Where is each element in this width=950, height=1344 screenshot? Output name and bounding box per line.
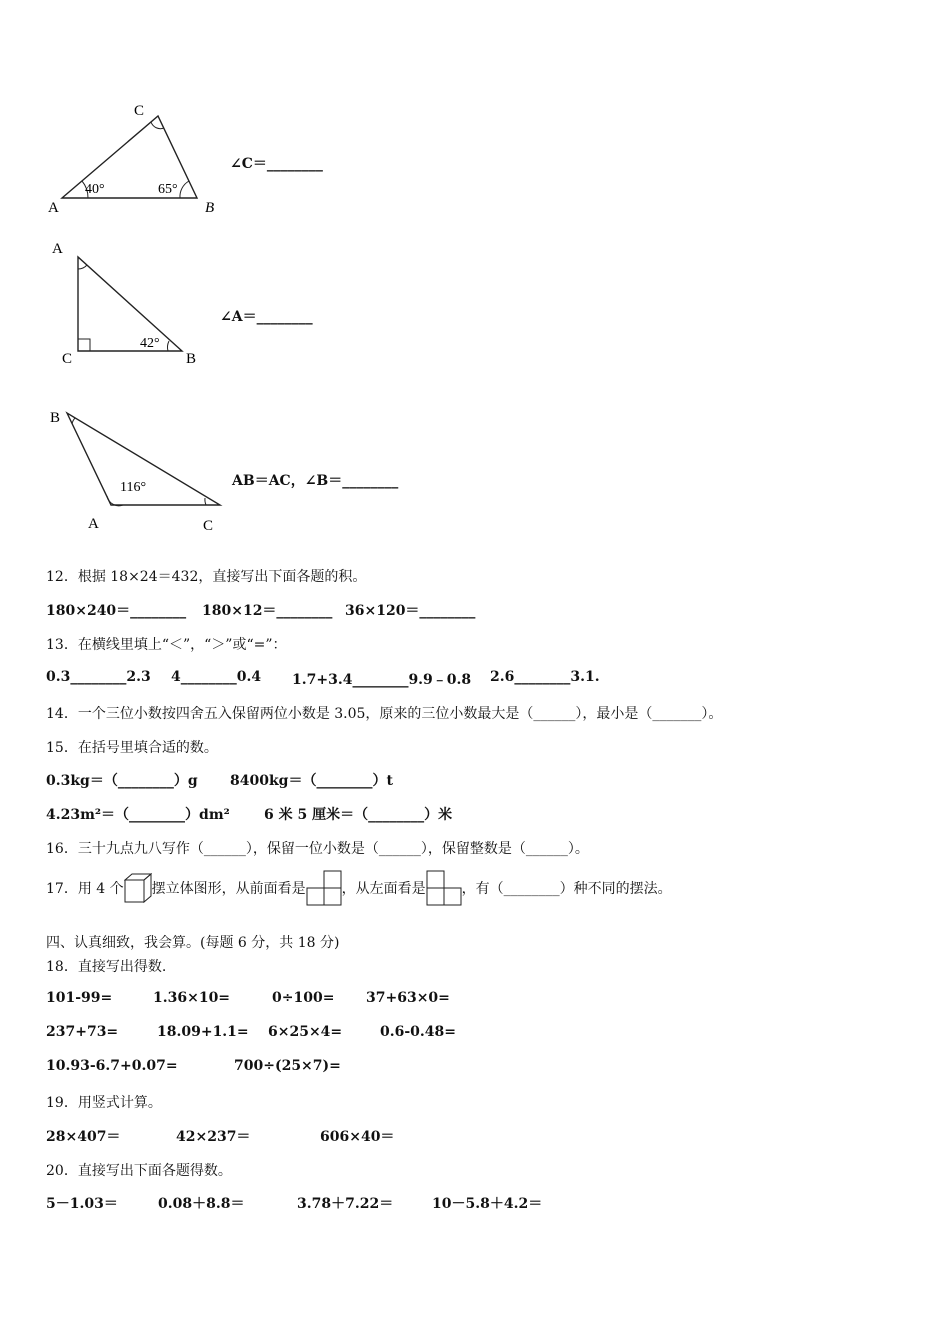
vertex-label-b: B — [50, 410, 61, 426]
q15-item: 8400kg＝（________）t — [230, 773, 393, 789]
q13-item: 4________0.4 — [171, 669, 262, 685]
q17-text-2: 摆立体图形，从前面看是 — [151, 881, 306, 897]
question-16-title: 16．三十九点九八写作（______），保留一位小数是（______），保留整数是（______）。 — [46, 841, 589, 857]
q19-item: 606×40＝ — [320, 1129, 395, 1145]
question-20-title: 20．直接写出下面各题得数。 — [46, 1163, 232, 1179]
triangle-1-question: ∠C＝________ — [230, 156, 323, 172]
triangle-figure-3 — [45, 400, 235, 535]
q13-item: 2.6________3.1. — [490, 669, 600, 685]
q15-item: 6 米 5 厘米＝（________）米 — [264, 807, 453, 823]
angle-b-label: 65° — [158, 182, 178, 197]
vertex-label-b: B — [205, 200, 215, 216]
q20-item: 0.08＋8.8＝ — [158, 1196, 245, 1212]
question-14-title: 14．一个三位小数按四舍五入保留两位小数是 3.05，原来的三位小数最大是（______），最小是（_______）。 — [46, 706, 723, 722]
cube-icon — [124, 872, 152, 904]
q18-item: 0÷100= — [272, 990, 335, 1006]
angle-b-label: 42° — [140, 336, 160, 351]
q12-item: 180×240＝________ — [46, 603, 187, 619]
q18-item: 10.93-6.7+0.07= — [46, 1058, 178, 1074]
front-view-icon — [306, 870, 342, 906]
q18-item: 6×25×4= — [268, 1024, 343, 1040]
q18-item: 700÷(25×7)= — [234, 1058, 341, 1074]
triangle-figure-1 — [40, 95, 230, 220]
q13-item: 1.7+3.4________9.9﹣0.8 — [292, 672, 472, 688]
triangle-2-question: ∠A＝________ — [220, 309, 313, 325]
q19-item: 42×237＝ — [176, 1129, 251, 1145]
vertex-label-a: A — [48, 200, 59, 216]
q15-item: 0.3kg＝（________）g — [46, 773, 198, 789]
q18-item: 101-99= — [46, 990, 113, 1006]
left-view-icon — [426, 870, 462, 906]
question-15-title: 15．在括号里填合适的数。 — [46, 740, 218, 756]
question-13-title: 13．在横线里填上“＜”，“＞”或“=”： — [46, 637, 287, 653]
q12-item: 180×12＝________ — [202, 603, 333, 619]
q20-item: 5－1.03＝ — [46, 1196, 118, 1212]
q18-item: 1.36×10= — [153, 990, 231, 1006]
question-19-title: 19．用竖式计算。 — [46, 1095, 162, 1111]
q15-item: 4.23m²＝（________）dm² — [46, 807, 230, 823]
q13-item: 0.3________2.3 — [46, 669, 151, 685]
vertex-label-c: C — [203, 518, 214, 534]
q18-item: 18.09+1.1= — [157, 1024, 249, 1040]
vertex-label-a: A — [88, 516, 99, 532]
q18-item: 0.6-0.48= — [380, 1024, 456, 1040]
q18-item: 237+73= — [46, 1024, 119, 1040]
angle-a-label: 40° — [85, 182, 105, 197]
q18-item: 37+63×0= — [366, 990, 450, 1006]
angle-a-label: 116° — [120, 480, 147, 495]
triangle-figure-2 — [45, 235, 215, 370]
section-4-title: 四、认真细致，我会算。(每题 6 分，共 18 分) — [46, 935, 340, 951]
question-12-title: 12．根据 18×24＝432，直接写出下面各题的积。 — [46, 569, 367, 585]
vertex-label-a: A — [52, 241, 63, 257]
triangle-3-question: AB＝AC，∠B＝________ — [232, 473, 399, 489]
vertex-label-c: C — [134, 103, 145, 119]
q19-item: 28×407＝ — [46, 1129, 121, 1145]
question-17 — [46, 868, 672, 908]
q17-text-4: ，有（________）种不同的摆法。 — [461, 881, 672, 897]
q17-text-1: 17．用 4 个 — [46, 881, 124, 897]
q12-item: 36×120＝________ — [345, 603, 476, 619]
question-18-title: 18．直接写出得数. — [46, 959, 167, 975]
q20-item: 10－5.8＋4.2＝ — [432, 1196, 543, 1212]
vertex-label-c: C — [62, 351, 73, 367]
q17-text-3: ，从左面看是 — [341, 881, 426, 897]
vertex-label-b: B — [186, 351, 197, 367]
q20-item: 3.78＋7.22＝ — [297, 1196, 394, 1212]
